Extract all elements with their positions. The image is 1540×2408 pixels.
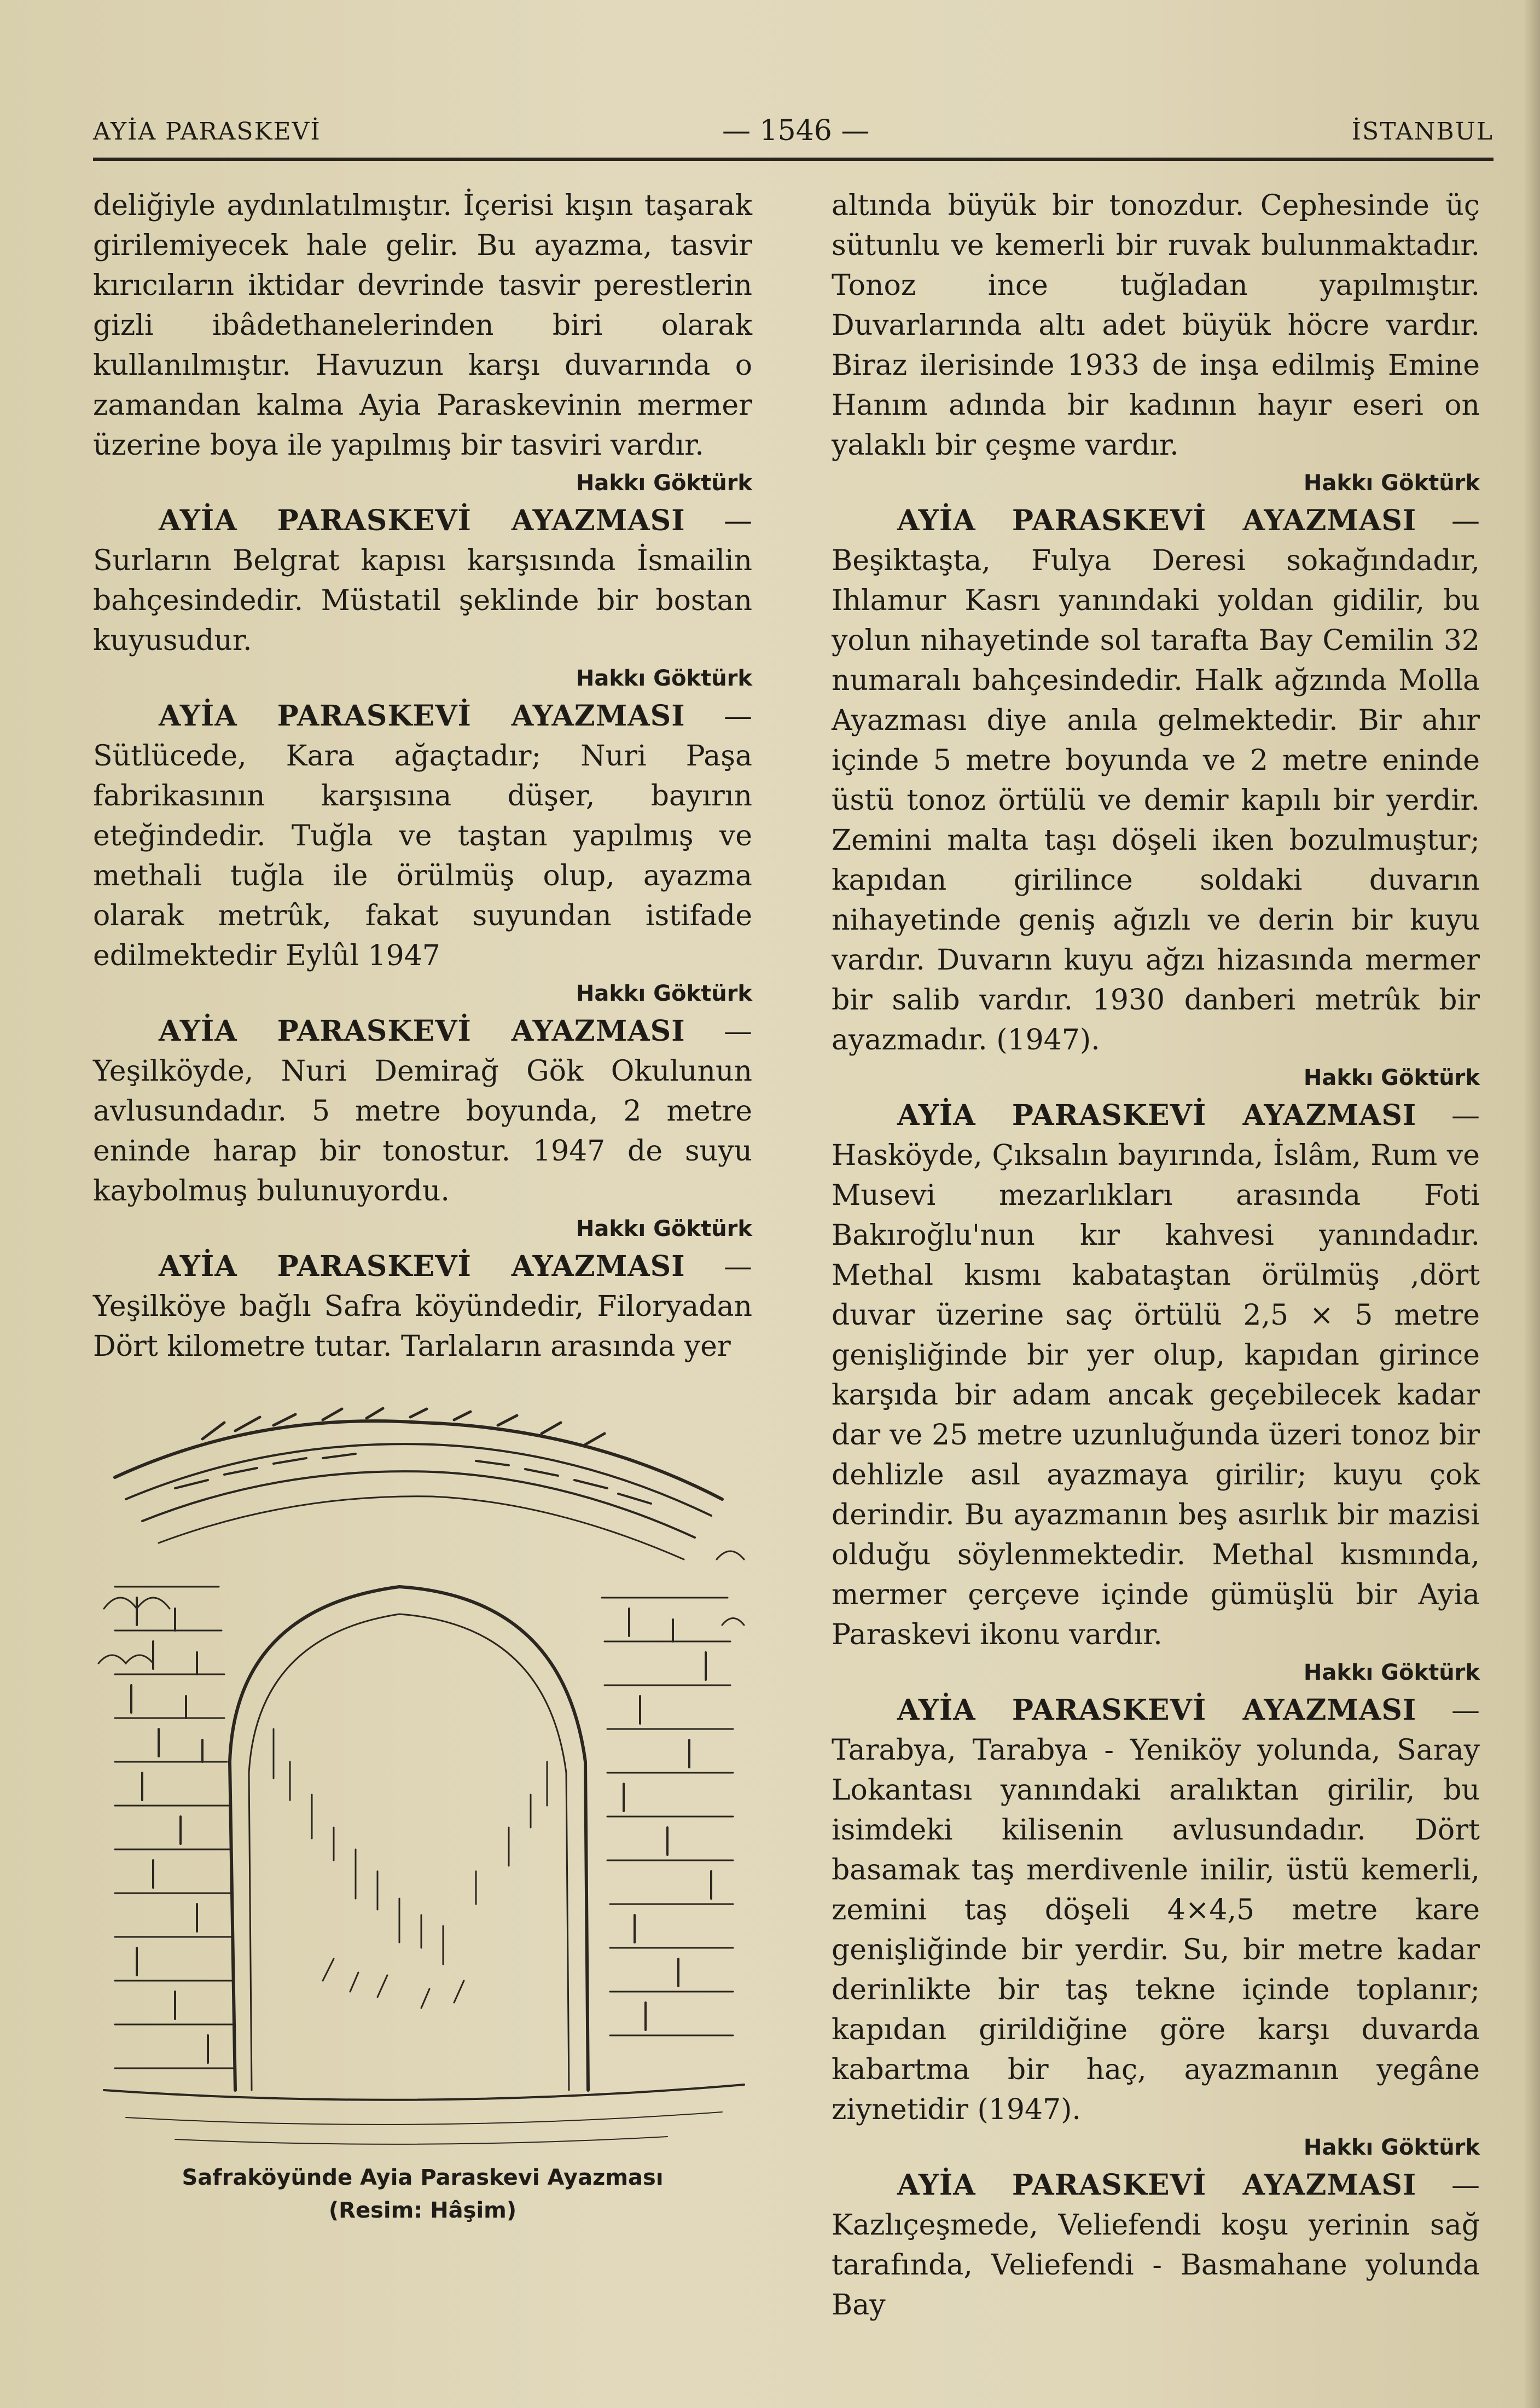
entry-heading: AYİA PARASKEVİ AYAZMASI xyxy=(897,504,1417,537)
left-column xyxy=(93,186,752,1367)
entry-paragraph xyxy=(93,696,752,976)
entry-paragraph xyxy=(93,501,752,661)
running-head-right: İSTANBUL xyxy=(1351,118,1493,146)
page-edge-shadow xyxy=(1524,0,1540,2408)
author-signature: Hakkı Göktürk xyxy=(1303,471,1480,496)
entry-paragraph xyxy=(832,1095,1480,1655)
entry-paragraph xyxy=(832,2165,1480,2325)
entry-text: — Kazlıçeşmede, Veliefendi koşu yerinin sağ tarafında, Veliefendi - Basmahane yolunda Bay xyxy=(832,2169,1480,2322)
entry-text: — Yeşilköye bağlı Safra köyündedir, Filoryadan Dört kilometre tutar. Tarlaların arasında yer xyxy=(93,1250,753,1363)
header-rule xyxy=(93,158,1493,161)
page-number: — 1546 — xyxy=(722,114,870,147)
entry-heading: AYİA PARASKEVİ AYAZMASI xyxy=(897,1693,1417,1727)
ayazma-sketch-illustration xyxy=(93,1379,752,2189)
entry-heading: AYİA PARASKEVİ AYAZMASI xyxy=(159,504,685,537)
entry-text: — Hasköyde, Çıksalın bayırında, İslâm, Rum ve Musevi mezarlıkları arasında Foti Bakıroğlu'nun kır kahvesi yanındadır. Methal kısmı kabataştan örülmüş ,dört duvar üzerine saç örtülü 2,5 × 5 metre genişliğinde bir yer olup, kapıdan girince karşıda bir adam ancak geçebilecek kadar dar ve 25 metre uzunluğunda üzeri tonoz bir dehlizle asıl ayazmaya girilir; kuyu çok derindir. Bu ayazmanın beş asırlık bir mazisi olduğu söylenmektedir. Methal kısmında, mermer çerçeve içinde gümüşlü bir Ayia Paraskevi ikonu vardır. xyxy=(832,1099,1480,1651)
right-intro-text: altında büyük bir tonozdur. Cephesinde üç sütunlu ve kemerli bir ruvak bulunmaktadır. Tonoz ince tuğladan yapılmıştır. Duvarlarında altı adet büyük höcre vardır. Biraz ilerisinde 1933 de inşa edilmiş Emine Hanım adında bir kadının hayır eseri on yalaklı bir çeşme vardır. xyxy=(832,189,1480,462)
running-head-left: AYİA PARASKEVİ xyxy=(93,118,321,146)
entry-heading: AYİA PARASKEVİ AYAZMASI xyxy=(159,1250,685,1283)
entry-heading: AYİA PARASKEVİ AYAZMASI xyxy=(897,2168,1417,2202)
entry-paragraph xyxy=(832,501,1480,1060)
entry-paragraph xyxy=(832,1690,1480,2130)
author-signature: Hakkı Göktürk xyxy=(576,471,752,496)
figure-caption xyxy=(93,2161,752,2227)
entry-text: — Beşiktaşta, Fulya Deresi sokağındadır, Ihlamur Kasrı yanındaki yoldan gidilir, bu yolun nihayetinde sol tarafta Bay Cemilin 32 numaralı bahçesindedir. Halk ağzında Molla Ayazması diye anıla gelmektedir. Bir ahır içinde 5 metre boyunda ve 2 metre eninde üstü tonoz örtülü ve demir kapılı bir yerdir. Zemini malta taşı döşeli iken bozulmuştur; kapıdan girilince soldaki duvarın nihayetinde geniş ağızlı ve derin bir kuyu vardır. Duvarın kuyu ağzı hizasında mermer bir salib vardır. 1930 danberi metrûk bir ayazmadır. (1947). xyxy=(832,504,1480,1057)
entry-heading: AYİA PARASKEVİ AYAZMASI xyxy=(159,1014,685,1048)
running-head xyxy=(93,112,1493,156)
right-column xyxy=(832,186,1480,2325)
sketch-drawing xyxy=(93,1379,752,2156)
caption-title: Safraköyünde Ayia Paraskevi Ayazması xyxy=(182,2165,664,2190)
author-signature: Hakkı Göktürk xyxy=(576,1216,752,1241)
entry-text: — Yeşilköyde, Nuri Demirağ Gök Okulunun avlusundadır. 5 metre boyunda, 2 metre eninde harap bir tonostur. 1947 de suyu kaybolmuş bulunuyordu. xyxy=(93,1015,753,1208)
entry-text: — Sütlücede, Kara ağaçtadır; Nuri Paşa fabrikasının karşısına düşer, bayırın eteğindedir. Tuğla ve taştan yapılmış ve methali tuğla ile örülmüş olup, ayazma olarak metrûk, fakat suyundan istifade edilmektedir Eylûl 1947 xyxy=(93,700,753,972)
author-signature: Hakkı Göktürk xyxy=(1303,2135,1480,2160)
entry-text: — Tarabya, Tarabya - Yeniköy yolunda, Saray Lokantası yanındaki aralıktan girilir, bu isimdeki kilisenin avlusundadır. Dört basamak taş merdivenle inilir, üstü kemerli, zemini taş döşeli 4×4,5 metre kare genişliğinde bir yerdir. Su, bir metre kadar derinlikte bir taş tekne içinde toplanır; kapıdan girildiğine göre karşı duvarda kabartma bir haç, ayazmanın yegâne ziynetidir (1947). xyxy=(832,1694,1480,2126)
entry-paragraph xyxy=(93,1246,752,1367)
author-signature: Hakkı Göktürk xyxy=(576,666,752,691)
author-signature: Hakkı Göktürk xyxy=(1303,1065,1480,1090)
entry-heading: AYİA PARASKEVİ AYAZMASI xyxy=(897,1099,1417,1132)
author-signature: Hakkı Göktürk xyxy=(1303,1660,1480,1685)
entry-heading: AYİA PARASKEVİ AYAZMASI xyxy=(159,699,685,733)
entry-paragraph xyxy=(93,1011,752,1211)
author-signature: Hakkı Göktürk xyxy=(576,981,752,1006)
entry-text: — Surların Belgrat kapısı karşısında İsmailin bahçesindedir. Müstatil şeklinde bir bostan kuyusudur. xyxy=(93,504,753,657)
left-intro-text: deliğiyle aydınlatılmıştır. İçerisi kışın taşarak girilemiyecek hale gelir. Bu ayazma, tasvir kırıcıların iktidar devrinde tasvir perestlerin gizli ibâdethanelerinden biri olarak kullanılmıştır. Havuzun karşı duvarında o zamandan kalma Ayia Paraskevinin mermer üzerine boya ile yapılmış bir tasviri vardır. xyxy=(93,189,752,462)
caption-credit: (Resim: Hâşim) xyxy=(328,2198,517,2223)
